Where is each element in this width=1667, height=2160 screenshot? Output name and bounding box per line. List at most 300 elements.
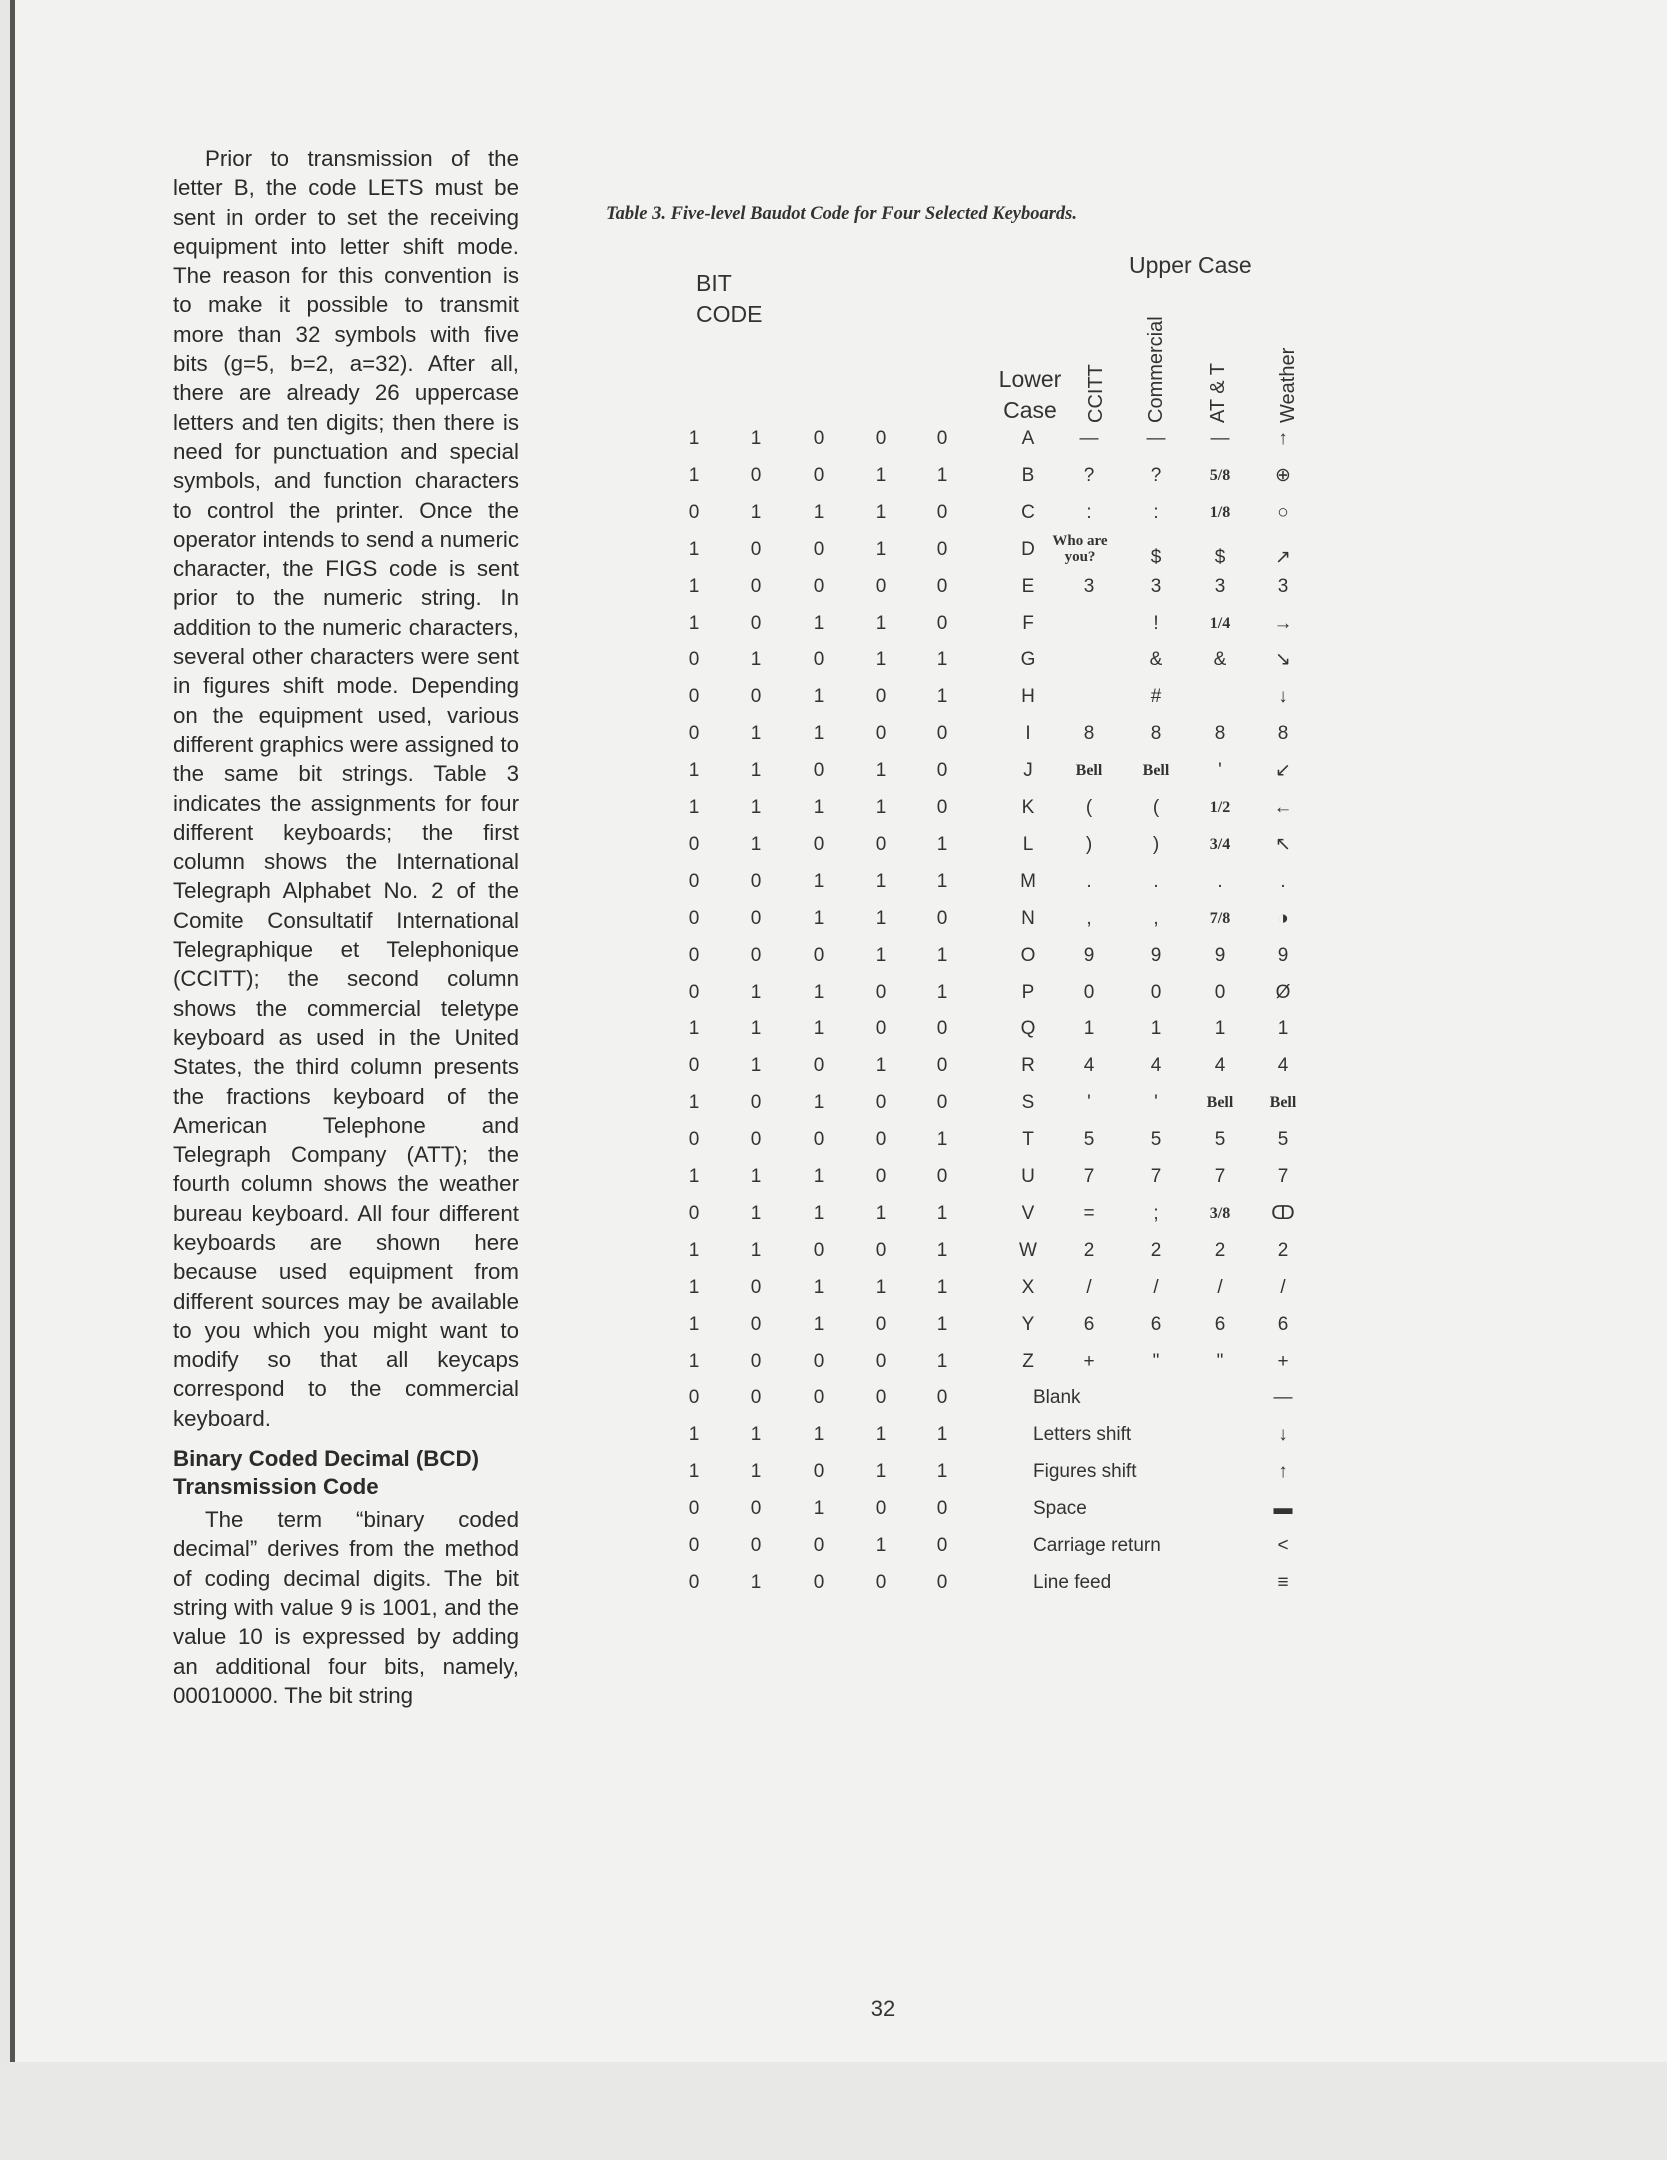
bit-cell: 0 (936, 501, 948, 523)
upper-case-header: Upper Case (1129, 252, 1252, 278)
lower-case-cell: Y (1021, 1313, 1035, 1335)
commercial-cell: 2 (1150, 1239, 1162, 1261)
lower-case-cell: L (1022, 833, 1034, 855)
bit-cell: 0 (936, 723, 948, 745)
function-row (15, 1533, 1667, 1563)
bit-cell: 1 (688, 612, 700, 634)
bit-cell: 1 (936, 1129, 948, 1151)
bit-cell: 1 (875, 1461, 887, 1483)
commercial-cell: " (1152, 1350, 1160, 1372)
function-row (15, 1459, 1667, 1489)
bit-cell: 0 (750, 612, 762, 634)
bit-cell: 1 (750, 1424, 762, 1446)
lower-case-header: Lower Case (998, 366, 1062, 423)
bit-cell: 0 (936, 1166, 948, 1187)
bit-cell: 1 (813, 907, 825, 929)
ccitt-cell: 5 (1083, 1129, 1095, 1151)
weather-cell: 3 (1277, 575, 1289, 597)
table-row (15, 684, 1667, 714)
bit-cell: 1 (688, 464, 700, 486)
function-row (15, 1570, 1667, 1600)
lower-case-cell: P (1021, 981, 1035, 1003)
table-row (15, 1201, 1667, 1231)
ccitt-cell: = (1083, 1202, 1095, 1224)
lower-case-cell: R (1021, 1055, 1035, 1077)
bit-cell: 1 (688, 1313, 700, 1335)
bit-cell: 1 (688, 1018, 700, 1040)
bit-cell: 1 (688, 538, 700, 560)
ccitt-cell: Bell (1075, 762, 1103, 780)
bit-cell: 0 (750, 464, 762, 486)
bit-cell: 1 (936, 944, 948, 966)
bit-cell: 0 (875, 1239, 887, 1261)
weather-cell: < (1277, 1535, 1289, 1556)
bit-cell: 1 (875, 649, 887, 671)
weather-cell: + (1277, 1350, 1289, 1372)
ccitt-cell: . (1086, 870, 1092, 892)
table-row (15, 532, 1667, 568)
bit-cell: 0 (936, 612, 948, 634)
bit-cell: 0 (875, 723, 887, 745)
att-cell: / (1217, 1276, 1223, 1298)
bit-cell: 0 (936, 1535, 948, 1556)
bit-cell: 1 (688, 760, 700, 782)
bit-cell: 0 (875, 1313, 887, 1335)
bit-cell: 0 (813, 1239, 825, 1261)
bit-cell: 1 (813, 1276, 825, 1298)
bit-cell: 0 (688, 686, 700, 708)
commercial-cell: ! (1153, 612, 1159, 634)
weather-cell: ↑ (1278, 1461, 1288, 1483)
bit-cell: 0 (936, 907, 948, 929)
bit-cell: 0 (750, 1092, 762, 1114)
bit-cell: 1 (936, 464, 948, 486)
att-cell: 1 (1214, 1018, 1226, 1040)
bit-cell: 0 (936, 1498, 948, 1520)
bit-cell: 0 (936, 797, 948, 818)
bit-cell: 0 (813, 428, 825, 449)
weather-cell: 9 (1277, 944, 1289, 966)
table-row (15, 795, 1667, 825)
commercial-cell: / (1153, 1276, 1159, 1298)
lower-case-cell: J (1023, 760, 1033, 782)
commercial-cell: 4 (1150, 1055, 1162, 1077)
lower-case-cell: K (1021, 797, 1035, 818)
table-row (15, 980, 1667, 1010)
bit-cell: 1 (750, 797, 762, 818)
scan-margin (0, 2062, 1667, 2160)
weather-cell: ⊕ (1275, 464, 1291, 486)
bit-cell: 0 (750, 907, 762, 929)
bit-cell: 1 (750, 501, 762, 523)
lower-case-cell: V (1021, 1202, 1035, 1224)
ccitt-column-header: CCITT (1085, 364, 1107, 423)
weather-cell: ↓ (1278, 1424, 1288, 1446)
bit-cell: 0 (750, 870, 762, 892)
weather-cell: Bell (1269, 1094, 1297, 1112)
table-row (15, 426, 1667, 456)
table-row (15, 869, 1667, 899)
bit-cell: 1 (875, 870, 887, 892)
section-heading-bcd: Binary Coded Decimal (BCD) Transmission Code (173, 1446, 480, 1500)
bit-cell: 1 (875, 1202, 887, 1224)
att-cell: 2 (1214, 1239, 1226, 1261)
bit-cell: 0 (688, 1129, 700, 1151)
bit-cell: 1 (875, 1424, 887, 1446)
weather-cell: ↘ (1275, 649, 1291, 671)
table-row (15, 1016, 1667, 1046)
commercial-cell: 9 (1150, 944, 1162, 966)
bit-cell: 1 (813, 723, 825, 745)
lower-case-cell: I (1025, 723, 1031, 745)
bit-cell: 0 (936, 575, 948, 597)
bit-cell: 1 (813, 1424, 825, 1446)
lower-case-cell: Z (1022, 1350, 1034, 1372)
bit-cell: 0 (875, 1350, 887, 1372)
bit-cell: 0 (936, 1571, 948, 1593)
att-cell: $ (1214, 546, 1226, 568)
lower-case-cell: N (1021, 907, 1035, 929)
table-row (15, 611, 1667, 641)
bit-cell: 1 (813, 1498, 825, 1520)
ccitt-cell: : (1086, 501, 1092, 523)
bit-cell: 0 (688, 944, 700, 966)
bit-cell: 0 (875, 428, 887, 449)
table-row (15, 1349, 1667, 1379)
lower-case-cell: M (1020, 870, 1036, 892)
ccitt-cell: ? (1083, 464, 1095, 486)
att-cell: ' (1218, 760, 1222, 782)
bit-cell: 1 (875, 538, 887, 560)
table-row (15, 1238, 1667, 1268)
weather-cell: ↖ (1275, 833, 1291, 855)
bit-cell: 0 (813, 944, 825, 966)
bit-cell: 1 (750, 1166, 762, 1187)
bit-cell: 1 (750, 1571, 762, 1593)
table-row (15, 1127, 1667, 1157)
weather-cell: Ø (1275, 981, 1291, 1003)
commercial-column-header: Commercial (1145, 316, 1167, 423)
ccitt-cell: 9 (1083, 944, 1095, 966)
weather-cell: ↙ (1275, 760, 1291, 782)
att-cell: Bell (1206, 1094, 1234, 1112)
bit-cell: 1 (750, 981, 762, 1003)
lower-case-cell: W (1019, 1239, 1037, 1261)
bit-cell: 0 (813, 1055, 825, 1077)
bit-cell: 0 (936, 428, 948, 449)
bit-cell: 0 (688, 501, 700, 523)
att-cell: 9 (1214, 944, 1226, 966)
function-row (15, 1496, 1667, 1526)
bit-cell: 0 (750, 1129, 762, 1151)
bit-cell: 0 (875, 833, 887, 855)
ccitt-cell: Who are you? (1052, 532, 1108, 565)
bit-cell: 0 (750, 1313, 762, 1335)
bit-cell: 0 (875, 1387, 887, 1409)
att-cell: & (1213, 649, 1227, 671)
table-row (15, 647, 1667, 677)
lower-case-cell: O (1020, 944, 1036, 966)
paragraph-baudot-intro: Prior to transmission of the letter B, the code LETS must be sent in order to set the receiving equipment into letter shift mode. The reason for this convention is to make it possible to transmit more than 32 symbols with five bits (g=5, b=2, a=32). After all, there are already 26 uppercase letters and ten digits; then there is need for punctuation and special symbols, and function characters to control the printer. Once the operator intends to send a numeric character, the FIGS code is sent prior to the numeric string. In addition to the numeric characters, several other characters were sent in figures shift mode. Depending on the equipment used, various different graphics were assigned to the same bit strings. Table 3 indicates the assignments for four different keyboards; the first column shows the International Telegraph Alphabet No. 2 of the Comite Consultatif International Telegraphique et Telephonique (CCITT); the second column shows the commercial teletype keyboard as used in the United States, the third column presents the fractions keyboard of the American Telephone and Telegraph Company (ATT); the fourth column shows the weather bureau keyboard. All four different keyboards are shown here because used equipment from different sources may be available to you which you might want to modify so that all keycaps correspond to the commercial keyboard. (173, 146, 519, 1431)
ccitt-cell: 4 (1083, 1055, 1095, 1077)
bit-cell: 1 (688, 797, 700, 818)
weather-cell: ↓ (1278, 686, 1288, 708)
bit-cell: 1 (688, 1239, 700, 1261)
table-row (15, 758, 1667, 788)
function-row (15, 1422, 1667, 1452)
weather-cell: ← (1273, 797, 1293, 818)
weather-column-header: Weather (1277, 347, 1299, 423)
bit-code-header: BIT CODE (696, 270, 763, 327)
bit-cell: 0 (688, 723, 700, 745)
ccitt-cell: — (1079, 428, 1099, 449)
att-cell: — (1210, 428, 1230, 449)
table-row (15, 1053, 1667, 1083)
bit-cell: 1 (936, 1461, 948, 1483)
bit-cell: 1 (688, 1350, 700, 1372)
bit-cell: 0 (813, 1535, 825, 1556)
att-cell: 5/8 (1209, 466, 1231, 484)
bit-cell: 1 (875, 1055, 887, 1077)
bit-cell: 0 (813, 1387, 825, 1409)
att-cell: 4 (1214, 1055, 1226, 1077)
table-row (15, 1164, 1667, 1194)
att-cell: 5 (1214, 1129, 1226, 1151)
bit-cell: 1 (813, 1018, 825, 1040)
ccitt-cell: 1 (1083, 1018, 1095, 1040)
bit-cell: 1 (875, 612, 887, 634)
bit-cell: 0 (688, 649, 700, 671)
bit-cell: 0 (875, 686, 887, 708)
bit-cell: 0 (813, 760, 825, 782)
lower-case-cell: D (1021, 538, 1035, 560)
bit-cell: 1 (750, 1055, 762, 1077)
bit-cell: 0 (750, 944, 762, 966)
table-row (15, 500, 1667, 530)
commercial-cell: : (1153, 501, 1159, 523)
bit-cell: 1 (875, 1276, 887, 1298)
weather-cell: 1 (1277, 1018, 1289, 1040)
att-cell: 7 (1214, 1166, 1226, 1187)
ccitt-cell: + (1083, 1350, 1095, 1372)
bit-cell: 0 (813, 1571, 825, 1593)
lower-case-cell: B (1021, 464, 1035, 486)
att-cell: 7/8 (1209, 909, 1231, 927)
commercial-cell: . (1153, 870, 1159, 892)
att-cell: 0 (1214, 981, 1226, 1003)
bit-cell: 1 (813, 686, 825, 708)
commercial-cell: , (1153, 907, 1159, 929)
weather-cell: → (1273, 612, 1293, 634)
weather-cell: . (1280, 870, 1286, 892)
commercial-cell: Bell (1142, 762, 1170, 780)
weather-cell: 7 (1277, 1166, 1289, 1187)
bit-cell: 1 (936, 833, 948, 855)
bit-cell: 0 (750, 1350, 762, 1372)
bit-cell: 1 (813, 612, 825, 634)
ccitt-cell: ) (1085, 833, 1093, 855)
bit-cell: 1 (750, 723, 762, 745)
bit-cell: 1 (750, 428, 762, 449)
weather-cell: ○ (1277, 501, 1289, 523)
weather-cell: ↑ (1278, 428, 1288, 449)
bit-cell: 1 (875, 907, 887, 929)
table-row (15, 463, 1667, 493)
commercial-cell: ? (1150, 464, 1162, 486)
bit-cell: 1 (813, 870, 825, 892)
bit-cell: 0 (688, 1535, 700, 1556)
bit-cell: 0 (750, 1535, 762, 1556)
bit-cell: 1 (688, 1092, 700, 1114)
weather-cell: 5 (1277, 1129, 1289, 1151)
bit-cell: 0 (813, 649, 825, 671)
lower-case-cell: T (1022, 1129, 1034, 1151)
weather-cell: 8 (1277, 723, 1289, 745)
bit-cell: 0 (688, 981, 700, 1003)
commercial-cell: — (1146, 428, 1166, 449)
bit-cell: 1 (750, 1018, 762, 1040)
bit-cell: 1 (750, 760, 762, 782)
commercial-cell: ( (1152, 797, 1160, 818)
ccitt-cell: 6 (1083, 1313, 1095, 1335)
weather-cell: 2 (1277, 1239, 1289, 1261)
lower-case-cell: H (1021, 686, 1035, 708)
bit-cell: 1 (750, 649, 762, 671)
bit-cell: 0 (688, 1387, 700, 1409)
att-cell: " (1216, 1350, 1224, 1372)
weather-cell: / (1280, 1276, 1286, 1298)
bit-cell: 0 (688, 907, 700, 929)
ccitt-cell: 3 (1083, 575, 1095, 597)
bit-cell: 1 (688, 1166, 700, 1187)
bit-cell: 1 (936, 649, 948, 671)
table-row (15, 574, 1667, 604)
att-cell: 1/4 (1209, 614, 1231, 632)
bit-cell: 1 (936, 686, 948, 708)
bit-cell: 0 (813, 833, 825, 855)
weather-cell: 4 (1277, 1055, 1289, 1077)
bit-cell: 0 (688, 1498, 700, 1520)
bit-cell: 0 (813, 1461, 825, 1483)
commercial-cell: ; (1153, 1202, 1159, 1224)
lower-case-cell: C (1021, 501, 1035, 523)
bit-cell: 1 (936, 870, 948, 892)
ccitt-cell: 7 (1083, 1166, 1095, 1187)
bit-cell: 1 (875, 1535, 887, 1556)
commercial-cell: $ (1150, 546, 1162, 568)
bit-cell: 0 (875, 1571, 887, 1593)
bit-cell: 1 (750, 1461, 762, 1483)
bit-cell: 1 (688, 1276, 700, 1298)
bit-cell: 0 (750, 1498, 762, 1520)
function-label-cell: Line feed (1033, 1571, 1112, 1593)
att-cell: 3/4 (1209, 835, 1231, 853)
table-caption: Table 3. Five-level Baudot Code for Four Selected Keyboards. (606, 204, 1078, 224)
bit-cell: 0 (936, 1055, 948, 1077)
bit-cell: 1 (688, 1424, 700, 1446)
bit-cell: 0 (936, 538, 948, 560)
bit-cell: 0 (875, 575, 887, 597)
bit-cell: 0 (688, 833, 700, 855)
att-cell: . (1217, 870, 1223, 892)
bit-cell: 0 (750, 686, 762, 708)
bit-cell: 0 (936, 1018, 948, 1040)
bit-cell: 1 (875, 464, 887, 486)
weather-cell: 6 (1277, 1313, 1289, 1335)
lower-case-cell: S (1021, 1092, 1035, 1114)
bit-cell: 1 (936, 1202, 948, 1224)
table-row (15, 1312, 1667, 1342)
bit-cell: 1 (813, 501, 825, 523)
bit-cell: 0 (875, 981, 887, 1003)
bit-cell: 0 (750, 1387, 762, 1409)
ccitt-cell: ( (1085, 797, 1093, 818)
weather-cell: ↗ (1275, 546, 1291, 568)
bit-cell: 0 (813, 538, 825, 560)
bit-cell: 0 (936, 760, 948, 782)
bit-cell: 1 (936, 1313, 948, 1335)
page-number: 32 (870, 1996, 896, 2021)
att-cell: 8 (1214, 723, 1226, 745)
lower-case-cell: F (1022, 612, 1034, 634)
lower-case-cell: E (1021, 575, 1035, 597)
bit-cell: 0 (936, 1387, 948, 1409)
bit-cell: 1 (688, 1461, 700, 1483)
table-row (15, 906, 1667, 936)
bit-cell: 0 (813, 1350, 825, 1372)
weather-cell: ◑ (1277, 907, 1289, 929)
bit-cell: 0 (813, 464, 825, 486)
bit-cell: 1 (936, 981, 948, 1003)
lower-case-cell: X (1021, 1276, 1035, 1298)
att-cell: 3/8 (1209, 1204, 1231, 1222)
att-column-header: AT & T (1207, 362, 1229, 423)
ccitt-cell: 2 (1083, 1239, 1095, 1261)
table-row (15, 943, 1667, 973)
table-row (15, 832, 1667, 862)
ccitt-cell: ' (1087, 1092, 1091, 1114)
ccitt-cell: , (1086, 907, 1092, 929)
ccitt-cell: 0 (1083, 981, 1095, 1003)
ccitt-cell: / (1086, 1276, 1092, 1298)
function-label-cell: Blank (1033, 1387, 1081, 1409)
bit-cell: 1 (875, 760, 887, 782)
document-page (10, 0, 1667, 2062)
weather-cell: ↀ (1271, 1202, 1295, 1224)
bit-cell: 0 (750, 538, 762, 560)
bit-cell: 1 (813, 1166, 825, 1187)
commercial-cell: ' (1154, 1092, 1158, 1114)
bit-cell: 1 (875, 797, 887, 818)
bit-cell: 1 (875, 501, 887, 523)
bit-cell: 1 (936, 1276, 948, 1298)
bit-cell: 1 (750, 1202, 762, 1224)
weather-cell: ≡ (1277, 1571, 1289, 1593)
bit-cell: 0 (936, 1092, 948, 1114)
lower-case-cell: A (1021, 428, 1035, 449)
function-label-cell: Letters shift (1033, 1424, 1132, 1446)
bit-cell: 1 (813, 797, 825, 818)
bit-cell: 0 (875, 1092, 887, 1114)
bit-cell: 0 (750, 575, 762, 597)
commercial-cell: ) (1152, 833, 1160, 855)
function-label-cell: Figures shift (1033, 1461, 1137, 1483)
function-label-cell: Carriage return (1033, 1535, 1161, 1556)
table-row (15, 721, 1667, 751)
bit-cell: 1 (813, 1313, 825, 1335)
commercial-cell: 3 (1150, 575, 1162, 597)
commercial-cell: 0 (1150, 981, 1162, 1003)
